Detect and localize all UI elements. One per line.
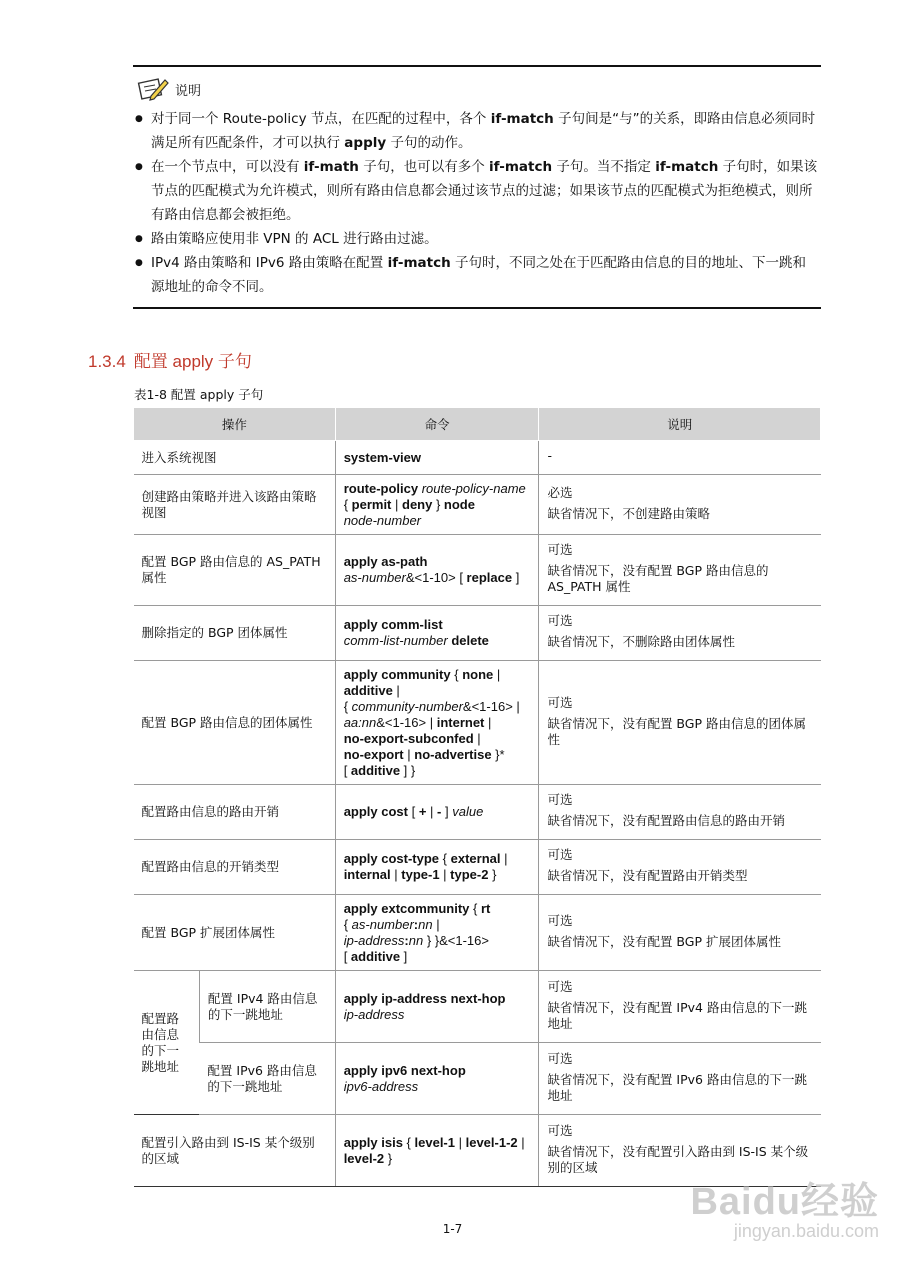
- operation-cell: 配置 BGP 路由信息的团体属性: [134, 661, 336, 785]
- watermark-logo: Baidu经验: [690, 1181, 879, 1223]
- operation-cell: 配置路由信息的路由开销: [134, 785, 336, 840]
- operation-cell: 配置引入路由到 IS-IS 某个级别的区域: [134, 1115, 336, 1187]
- sub-operation-cell: 配置 IPv4 路由信息的下一跳地址: [199, 971, 335, 1043]
- description-line: 缺省情况下，没有配置引入路由到 IS-IS 某个级别的区域: [547, 1143, 809, 1175]
- description-line: 可选: [547, 694, 573, 710]
- table-row: [134, 535, 821, 606]
- description-line: 可选: [547, 613, 573, 628]
- operation-cell: 配置路由信息的开销类型: [134, 840, 336, 895]
- description-line: 缺省情况下，没有配置 BGP 路由信息的团体属性: [547, 715, 806, 747]
- operation-cell: 配置 BGP 路由信息的 AS_PATH 属性: [134, 535, 336, 606]
- watermark-url: jingyan.baidu.com: [733, 1221, 879, 1241]
- command-cell: apply comm-list comm-list-number delete: [335, 606, 539, 661]
- section-title: 配置 apply 子句: [133, 352, 252, 371]
- table-row: [134, 785, 821, 840]
- command-cell: apply ip-address next-hop ip-address: [335, 971, 539, 1043]
- command-cell: system-view: [335, 441, 539, 475]
- apply-clause-table: [133, 408, 821, 1187]
- description-cell: [539, 840, 821, 895]
- operation-cell: 配置路由信息的下一跳地址: [134, 971, 200, 1115]
- sub-operation-cell: 配置 IPv6 路由信息的下一跳地址: [199, 1043, 335, 1115]
- header-command: 命令: [335, 408, 539, 441]
- command-cell: apply isis { level-1 | level-1-2 | level-2 }: [335, 1115, 539, 1187]
- description-line: 缺省情况下，没有配置 BGP 路由信息的 AS_PATH 属性: [547, 563, 769, 594]
- operation-cell: 配置 BGP 扩展团体属性: [134, 895, 336, 971]
- description-line: 缺省情况下，没有配置 IPv6 路由信息的下一跳地址: [547, 1071, 807, 1103]
- description-line: 缺省情况下，没有配置 BGP 扩展团体属性: [547, 933, 781, 949]
- command-cell: apply community { none | additive | { community-number&<1-16> | aa:nn&<1-16> | internet | no-export-subconfed | no-export | no-advertise }* [ additive ] }: [335, 661, 539, 785]
- table-row: [134, 661, 821, 785]
- description-cell: [539, 535, 821, 606]
- description-cell: [539, 661, 821, 785]
- table-row: [134, 1043, 821, 1115]
- description-cell: [539, 785, 821, 840]
- operation-cell: 创建路由策略并进入该路由策略视图: [134, 475, 336, 535]
- page-number: 1-7: [442, 1222, 463, 1236]
- header-description: 说明: [539, 408, 821, 441]
- description-line: 可选: [547, 542, 573, 557]
- table-row: [134, 840, 821, 895]
- command-cell: apply extcommunity { rt { as-number:nn | ip-address:nn } }&<1-16> [ additive ]: [335, 895, 539, 971]
- command-cell: apply cost [ + | - ] value: [335, 785, 539, 840]
- watermark: [690, 1170, 879, 1242]
- note-list: [133, 107, 821, 299]
- description-line: 必选: [547, 484, 573, 500]
- table-body: [134, 441, 821, 1187]
- note-bullet-item: ● IPv4 路由策略和 IPv6 路由策略在配置 if-match 子句时，不同之处在于匹配路由信息的目的地址、下一跳和源地址的命令不同。: [133, 251, 819, 299]
- table-row: [134, 606, 821, 661]
- table-row: [134, 441, 821, 475]
- description-line: 可选: [547, 1050, 573, 1066]
- description-line: 可选: [547, 912, 573, 928]
- description-cell: [539, 1043, 821, 1115]
- operation-cell: 删除指定的 BGP 团体属性: [134, 606, 336, 661]
- description-line: 缺省情况下，不创建路由策略: [547, 505, 710, 521]
- description-line: 可选: [547, 1122, 573, 1138]
- description-line: 缺省情况下，不删除路由团体属性: [547, 634, 735, 649]
- section-heading: [88, 347, 252, 372]
- description-line: 可选: [547, 978, 573, 994]
- operation-cell: 进入系统视图: [134, 441, 336, 475]
- section-number: 1.3.4: [88, 352, 126, 371]
- note-header: [137, 75, 821, 103]
- description-line: 缺省情况下，没有配置 IPv4 路由信息的下一跳地址: [547, 999, 807, 1031]
- header-operation: 操作: [134, 408, 336, 441]
- pencil-note-icon: [137, 76, 169, 102]
- description-cell: [539, 441, 821, 475]
- command-cell: route-policy route-policy-name { permit | deny } node node-number: [335, 475, 539, 535]
- description-line: -: [547, 448, 552, 463]
- table-row: [134, 971, 821, 1043]
- note-box: [133, 65, 821, 309]
- table-row: [134, 895, 821, 971]
- description-cell: [539, 606, 821, 661]
- command-cell: apply ipv6 next-hop ipv6-address: [335, 1043, 539, 1115]
- table-row: [134, 475, 821, 535]
- description-cell: [539, 895, 821, 971]
- note-bullet-item: ● 对于同一个 Route-policy 节点，在匹配的过程中，各个 if-match 子句间是“与”的关系，即路由信息必须同时满足所有匹配条件，才可以执行 apply 子句的动作。: [133, 107, 819, 155]
- description-line: 可选: [547, 847, 573, 862]
- description-line: 可选: [547, 792, 573, 807]
- description-cell: [539, 475, 821, 535]
- note-bullet-item: ● 路由策略应使用非 VPN 的 ACL 进行路由过滤。: [133, 227, 819, 251]
- table-header-row: [134, 408, 821, 441]
- description-cell: [539, 971, 821, 1043]
- description-line: 缺省情况下，没有配置路由信息的路由开销: [547, 813, 785, 828]
- table-caption: 表1-8 配置 apply 子句: [134, 387, 264, 402]
- note-bullet-item: ● 在一个节点中，可以没有 if-math 子句，也可以有多个 if-match 子句。当不指定 if-match 子句时，如果该节点的匹配模式为允许模式，则所有路由信息都会通过该节点的过滤；如果该节点的匹配模式为拒绝模式，则所有路由信息都会被拒绝。: [133, 155, 819, 227]
- description-line: 缺省情况下，没有配置路由开销类型: [547, 868, 748, 883]
- command-cell: apply cost-type { external | internal | type-1 | type-2 }: [335, 840, 539, 895]
- command-cell: apply as-path as-number&<1-10> [ replace ]: [335, 535, 539, 606]
- note-title: 说明: [175, 83, 202, 99]
